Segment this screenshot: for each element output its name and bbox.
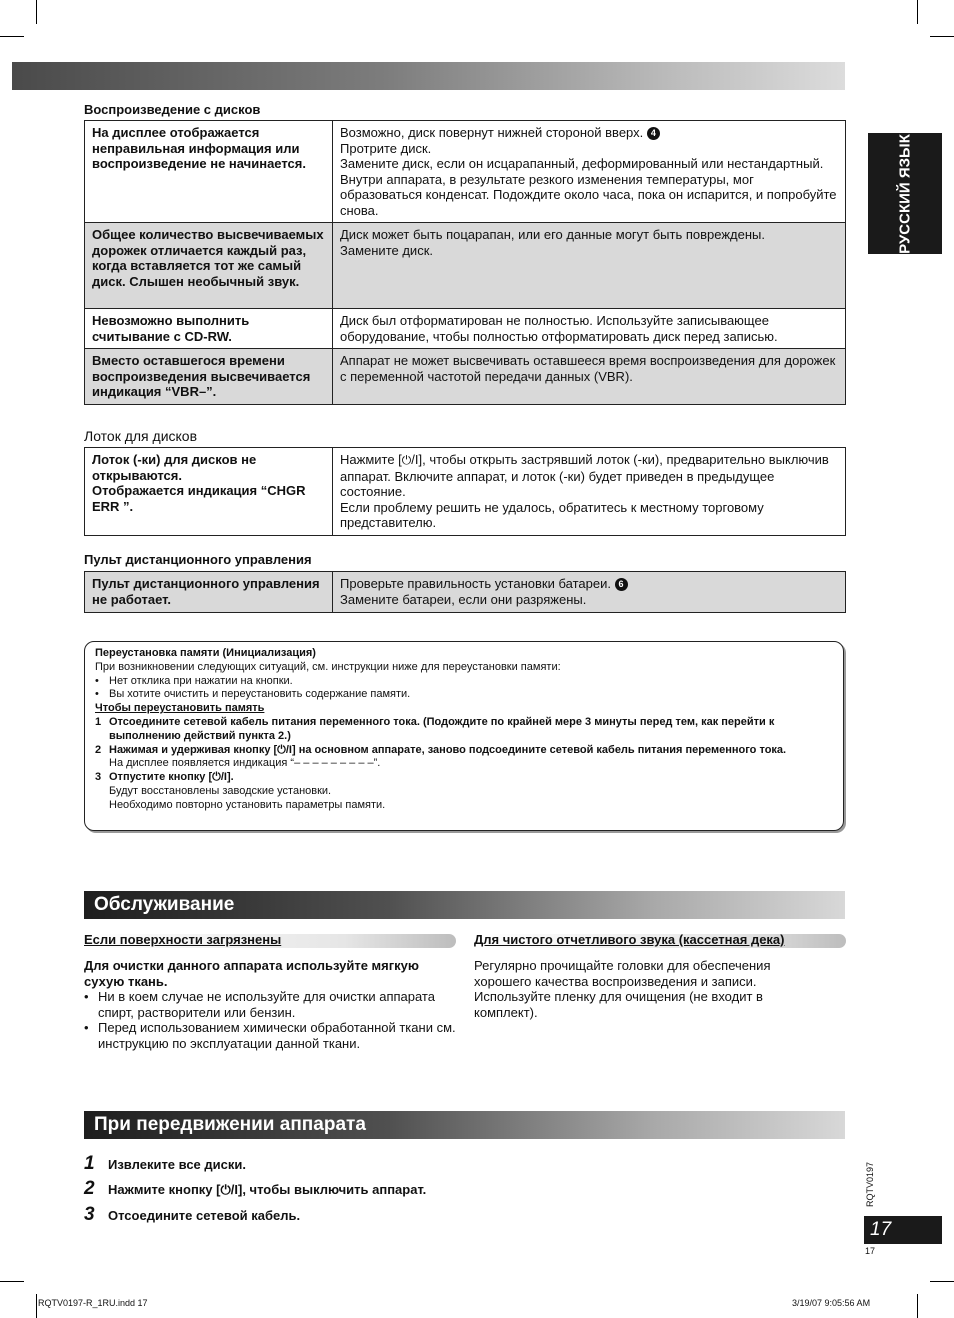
reference-6-icon: 6 [615,578,628,591]
bullet-text: Нет отклика при нажатии на кнопки. [109,674,293,687]
power-icon: ⏻ [401,453,412,467]
reset-step-2: 2 Нажимая и удерживая кнопку [⏻/I] на основном аппарате, заново подсоедините сетевой кабель питания переменного тока. На дисплее появляется индикация “– – – – – – – – –”. [95,743,787,770]
step-number: 2 [84,1178,95,1199]
reset-step-3: 3 Отпустите кнопку [⏻/I]. Будут восстановлены заводские установки. Необходимо повторно установить параметры памяти. [95,771,386,811]
reset-intro: При возникновении следующих ситуаций, см. инструкции ниже для переустановки памяти: [95,660,561,673]
bullet-text: Вы хотите очистить и переустановить содержание памяти. [109,688,411,701]
moving-step-2: 2 Нажмите кнопку [⏻/I], чтобы выключить аппарат. [84,1178,427,1199]
solution-line: Протрите диск. [340,140,432,156]
table-row [85,448,846,536]
language-tab [868,133,942,254]
reset-step-note: На дисплее появляется индикация “– – – – – – – – –”. [109,757,381,770]
reference-4-icon: 4 [647,127,660,140]
cassette-text: Регулярно прочищайте головки для обеспечения хорошего качества воспроизведения и записи. Используйте пленку для очищения (не входит в комплект). [474,958,771,1020]
crop-mark [930,36,954,37]
crop-mark [917,0,918,24]
power-icon: ⏻ [220,1182,231,1197]
left-subheading: Если поверхности загрязнены [84,932,282,947]
list-item: • Нет отклика при нажатии на кнопки. [95,674,293,687]
solution-text: /I], чтобы открыть застрявший лоток (-ки), предварительно выключив аппарат. Включите аппарат, и лоток (-ки) будет приведен в предыдущее состояние. [340,452,829,499]
moving-step-3: 3 Отсоедините сетевой кабель. [84,1204,301,1225]
solution-line: Замените диск, если он исцарапанный, деформированный или нестандартный. Внутри аппарата, в результате резкого изменения температуры, мог образоваться конденсат. Подождите около часа, пока он испарится, и попробуйте снова. [340,156,837,218]
table-row [85,223,846,309]
tray-trouble-table [84,447,846,536]
solution-line: Замените диск. [340,242,433,258]
moving-heading: При передвижении аппарата [84,1111,845,1139]
list-item: • Перед использованием химически обработанной ткани см. инструкцию по эксплуатации данной ткани. [84,1020,456,1051]
solution-line: Проверьте правильность установки батареи. [340,576,611,591]
solution-cell: Аппарат не может высвечивать оставшееся время воспроизведения для дорожек с переменной частотой передачи данных (VBR). [333,349,846,405]
footer-file: RQTV0197-R_1RU.indd 17 [38,1298,148,1308]
problem-cell [85,448,333,536]
top-gradient-bar [12,62,845,90]
moving-step-1: 1 Извлеките все диски. [84,1153,246,1174]
crop-mark [930,1281,954,1282]
problem-line: Отображается индикация “CHGR ERR ”. [92,483,306,514]
cleaning-column [84,958,456,1051]
right-subheading: Для чистого отчетливого звука (кассетная дека) [474,932,785,947]
document-code: RQTV0197 [865,1161,875,1207]
disc-section-title: Воспроизведение с дисков [84,102,261,117]
reset-step-note: Необходимо повторно установить параметры памяти. [109,798,386,811]
tray-section-title: Лоток для дисков [84,428,198,444]
problem-line: Лоток (-ки) для дисков не открываются. [92,452,257,483]
page-number-small: 17 [865,1246,876,1256]
reset-how-title: Чтобы переустановить память [95,702,265,715]
problem-cell: Невозможно выполнить считывание с CD-RW. [85,309,333,349]
solution-cell [333,121,846,223]
cleaning-bold-text: Для очистки данного аппарата используйте мягкую сухую ткань. [84,958,420,989]
table-row [85,349,846,405]
solution-cell [333,223,846,309]
maintenance-heading: Обслуживание [84,891,845,919]
solution-line: Замените батареи, если они разряжены. [340,591,587,607]
reset-step-1: 1 Отсоедините сетевой кабель питания переменного тока. (Подождите по крайней мере 3 минуты перед тем, как перейти к выполнению действий пункта 2.) [95,715,775,742]
solution-cell: Диск был отформатирован не полностью. Используйте записывающее оборудование, чтобы полностью отформатировать диск перед записью. [333,309,846,349]
page-number-box: 17 [864,1216,942,1244]
crop-mark [0,36,24,37]
solution-cell [333,448,846,536]
solution-text: Если проблему решить не удалось, обратитесь к местному торговому представителю. [340,499,764,530]
remote-section-title: Пульт дистанционного управления [84,552,312,567]
step-number: 3 [84,1204,95,1225]
table-row [85,572,846,613]
memory-reset-box [84,641,844,831]
power-icon: ⏻ [277,743,286,756]
power-icon: ⏻ [212,771,221,784]
crop-mark [36,0,37,24]
disc-trouble-table [84,120,846,405]
footer-date: 3/19/07 9:05:56 AM [792,1298,871,1308]
crop-mark [917,1294,918,1318]
crop-mark [36,1294,37,1318]
table-row [85,121,846,223]
reset-step-note: Будут восстановлены заводские установки. [109,784,332,797]
problem-cell: Вместо оставшегося времени воспроизведения высвечивается индикация “VBR–”. [85,349,333,405]
table-row [85,309,846,349]
solution-text: Нажмите [ [340,452,402,467]
list-item: • Вы хотите очистить и переустановить содержание памяти. [95,688,411,701]
language-tab-label: РУССКИЙ ЯЗЫК [896,133,914,254]
solution-line: Диск может быть поцарапан, или его данные могут быть повреждены. [340,227,766,242]
solution-cell [333,572,846,613]
step-number: 1 [84,1153,95,1174]
reset-title: Переустановка памяти (Инициализация) [95,647,316,659]
list-item: • Ни в коем случае не используйте для очистки аппарата спирт, растворители или бензин. [84,989,435,1020]
solution-line: Возможно, диск повернут нижней стороной вверх. [340,125,644,140]
problem-cell: Общее количество высвечиваемых дорожек отличается каждый раз, когда вставляется тот же самый диск. Слышен необычный звук. [85,223,333,309]
remote-trouble-table [84,571,846,613]
problem-cell: На дисплее отображается неправильная информация или воспроизведение не начинается. [85,121,333,223]
crop-mark [0,1281,24,1282]
problem-cell: Пульт дистанционного управления не работает. [85,572,333,613]
